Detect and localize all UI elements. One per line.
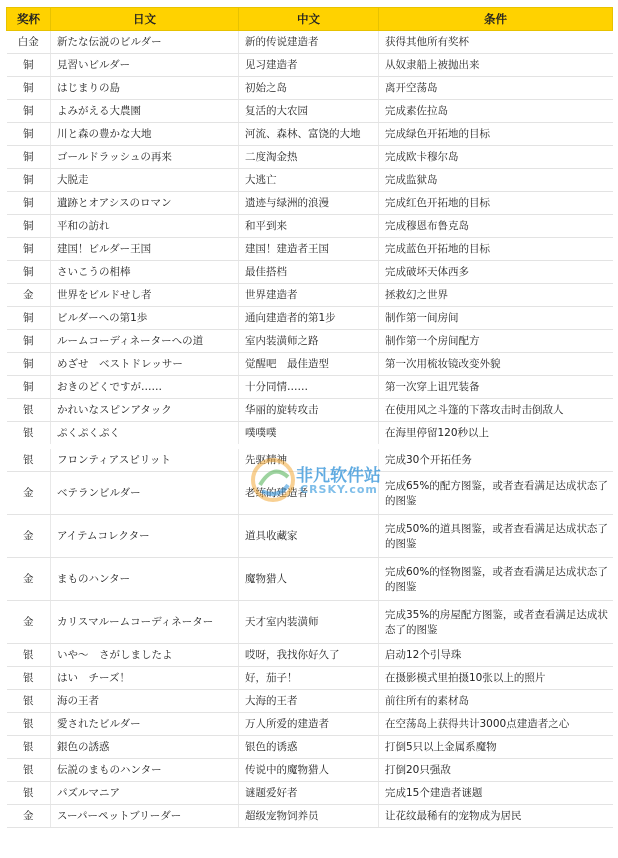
cell-jp: 伝説のまものハンター: [51, 759, 239, 782]
cell-cond: 完成15个建造者谜题: [379, 782, 613, 805]
cell-jp: 愛されたビルダー: [51, 713, 239, 736]
cell-cup: 银: [7, 644, 51, 667]
cell-cup: 金: [7, 472, 51, 515]
cell-cup: 银: [7, 690, 51, 713]
cell-cn: 复活的大农园: [239, 100, 379, 123]
table-row: [7, 330, 613, 353]
cell-cond: 完成破坏天体西多: [379, 261, 613, 284]
cell-cond: 完成欧卡穆尔岛: [379, 146, 613, 169]
table-row: [7, 284, 613, 307]
cell-cn: 大逃亡: [239, 169, 379, 192]
cell-cn: 道具收藏家: [239, 515, 379, 558]
cell-cn: 天才室内装潢师: [239, 601, 379, 644]
cell-cup: 银: [7, 713, 51, 736]
cell-cond: 拯救幻之世界: [379, 284, 613, 307]
cell-cond: 完成蓝色开拓地的目标: [379, 238, 613, 261]
cell-cup: 银: [7, 447, 51, 472]
cell-cup: 铜: [7, 330, 51, 353]
cell-cn: 魔物猎人: [239, 558, 379, 601]
cell-cn: 建国！建造者王国: [239, 238, 379, 261]
header-cup: 奖杯: [7, 8, 51, 31]
cell-cn: 万人所爱的建造者: [239, 713, 379, 736]
table-row: [7, 422, 613, 447]
watermark-title: 非凡软件站: [296, 466, 381, 486]
cell-cn: 华丽的旋转攻击: [239, 399, 379, 422]
table-row: [7, 169, 613, 192]
cell-jp: 海の王者: [51, 690, 239, 713]
cell-jp: まものハンター: [51, 558, 239, 601]
cell-cup: 铜: [7, 77, 51, 100]
table-row: [7, 100, 613, 123]
cell-cn: 世界建造者: [239, 284, 379, 307]
cell-cond: 完成红色开拓地的目标: [379, 192, 613, 215]
table-row: [7, 123, 613, 146]
cell-cond: 启动12个引导珠: [379, 644, 613, 667]
cell-cn: 通向建造者的第1步: [239, 307, 379, 330]
cell-cn: 遗迹与绿洲的浪漫: [239, 192, 379, 215]
header-row: [7, 8, 613, 31]
table-row: [7, 238, 613, 261]
cell-cup: 铜: [7, 238, 51, 261]
table-row: [7, 759, 613, 782]
cell-cup: 铜: [7, 353, 51, 376]
table-row: [7, 472, 613, 515]
table-row: [7, 376, 613, 399]
cell-cond: 完成35%的房屋配方图鉴，或者查看满足达成状态了的图鉴: [379, 601, 613, 644]
cell-cond: 完成绿色开拓地的目标: [379, 123, 613, 146]
cell-cn: 初始之岛: [239, 77, 379, 100]
cell-cn: 好，茄子！: [239, 667, 379, 690]
cell-cup: 银: [7, 736, 51, 759]
cell-jp: ゴールドラッシュの再来: [51, 146, 239, 169]
cell-cn: 河流、森林、富饶的大地: [239, 123, 379, 146]
table-row: [7, 353, 613, 376]
cell-cn: 最佳搭档: [239, 261, 379, 284]
cell-cond: 完成穆恩布鲁克岛: [379, 215, 613, 238]
cell-jp: 大脱走: [51, 169, 239, 192]
cell-jp: アイテムコレクター: [51, 515, 239, 558]
table-row: [7, 31, 613, 54]
cell-cup: 金: [7, 284, 51, 307]
cell-cond: 完成素佐拉岛: [379, 100, 613, 123]
table-row: [7, 215, 613, 238]
cell-cn: 谜题爱好者: [239, 782, 379, 805]
cell-cup: 银: [7, 667, 51, 690]
cell-cup: 铜: [7, 261, 51, 284]
cell-cond: 完成65%的配方图鉴，或者查看满足达成状态了的图鉴: [379, 472, 613, 515]
cell-jp: 銀色の誘惑: [51, 736, 239, 759]
table-row: [7, 601, 613, 644]
cell-cup: 铜: [7, 54, 51, 77]
table-row: [7, 736, 613, 759]
cell-cup: 银: [7, 782, 51, 805]
cell-jp: ベテランビルダー: [51, 472, 239, 515]
cell-jp: パズルマニア: [51, 782, 239, 805]
cell-cond: 从奴隶船上被抛出来: [379, 54, 613, 77]
cell-cond: 完成30个开拓任务: [379, 447, 613, 472]
cell-jp: 世界をビルドせし者: [51, 284, 239, 307]
cell-cond: 制作第一个房间配方: [379, 330, 613, 353]
cell-jp: スーパーペットブリーダー: [51, 805, 239, 828]
cell-cn: 室内装潢师之路: [239, 330, 379, 353]
cell-cn: 见习建造者: [239, 54, 379, 77]
table-row: [7, 805, 613, 828]
cell-cond: 打倒20只强敌: [379, 759, 613, 782]
cell-cup: 银: [7, 759, 51, 782]
cell-cup: 铜: [7, 169, 51, 192]
cell-cn: 二度淘金热: [239, 146, 379, 169]
cell-cup: 金: [7, 515, 51, 558]
cell-cond: 第一次穿上诅咒装备: [379, 376, 613, 399]
trophy-table: [6, 7, 613, 828]
cell-jp: 平和の訪れ: [51, 215, 239, 238]
cell-cond: 在空荡岛上获得共计3000点建造者之心: [379, 713, 613, 736]
cell-cn: 超级宠物饲养员: [239, 805, 379, 828]
cell-jp: はじまりの島: [51, 77, 239, 100]
table-row: [7, 515, 613, 558]
header-cn: 中文: [239, 8, 379, 31]
cell-cup: 铜: [7, 146, 51, 169]
cell-cond: 离开空荡岛: [379, 77, 613, 100]
table-row: [7, 77, 613, 100]
cell-jp: めざせ ベストドレッサー: [51, 353, 239, 376]
table-row: [7, 261, 613, 284]
cell-jp: おきのどくですが……: [51, 376, 239, 399]
cell-cn: 老练的建造者: [239, 472, 379, 515]
cell-cup: 银: [7, 399, 51, 422]
table-row: [7, 192, 613, 215]
cell-cup: 铜: [7, 215, 51, 238]
cell-jp: 新たな伝説のビルダー: [51, 31, 239, 54]
cell-cn: 哎呀，我找你好久了: [239, 644, 379, 667]
cell-cup: 铜: [7, 123, 51, 146]
table-row: [7, 690, 613, 713]
cell-jp: よみがえる大農園: [51, 100, 239, 123]
cell-cup: 金: [7, 805, 51, 828]
cell-jp: ビルダーへの第1歩: [51, 307, 239, 330]
cell-cn: 传说中的魔物猎人: [239, 759, 379, 782]
header-cond: 条件: [379, 8, 613, 31]
cell-cup: 白金: [7, 31, 51, 54]
table-row: [7, 667, 613, 690]
cell-cup: 铜: [7, 100, 51, 123]
cell-jp: 遺跡とオアシスのロマン: [51, 192, 239, 215]
cell-cn: 觉醒吧 最佳造型: [239, 353, 379, 376]
table-row: [7, 447, 613, 472]
cell-jp: ぷくぷくぷく: [51, 422, 239, 447]
cell-jp: カリスマルームコーディネーター: [51, 601, 239, 644]
cell-cond: 完成50%的道具图鉴，或者查看满足达成状态了的图鉴: [379, 515, 613, 558]
cell-cn: 先驱精神: [239, 447, 379, 472]
cell-jp: さいこうの相棒: [51, 261, 239, 284]
table-row: [7, 782, 613, 805]
table-row: [7, 644, 613, 667]
cell-cond: 在使用风之斗篷的下落攻击时击倒敌人: [379, 399, 613, 422]
cell-cup: 铜: [7, 376, 51, 399]
cell-jp: フロンティアスピリット: [51, 447, 239, 472]
cell-cond: 打倒5只以上金属系魔物: [379, 736, 613, 759]
cell-cn: 和平到来: [239, 215, 379, 238]
cell-cup: 铜: [7, 307, 51, 330]
cell-cn: 十分同情……: [239, 376, 379, 399]
cell-cond: 在海里停留120秒以上: [379, 422, 613, 447]
cell-cn: 大海的王者: [239, 690, 379, 713]
cell-jp: かれいなスピンアタック: [51, 399, 239, 422]
cell-cond: 让花纹最稀有的宠物成为居民: [379, 805, 613, 828]
cell-jp: 建国！ビルダー王国: [51, 238, 239, 261]
cell-cond: 制作第一间房间: [379, 307, 613, 330]
cell-cond: 完成监狱岛: [379, 169, 613, 192]
cell-cond: 前往所有的素材岛: [379, 690, 613, 713]
table-row: [7, 146, 613, 169]
cell-jp: 川と森の豊かな大地: [51, 123, 239, 146]
cell-cup: 金: [7, 601, 51, 644]
table-row: [7, 558, 613, 601]
cell-cn: 噗噗噗: [239, 422, 379, 447]
cell-cn: 银色的诱惑: [239, 736, 379, 759]
cell-jp: 見習いビルダー: [51, 54, 239, 77]
cell-cup: 银: [7, 422, 51, 447]
cell-cond: 第一次用梳妆镜改变外貌: [379, 353, 613, 376]
cell-jp: ルームコーディネーターへの道: [51, 330, 239, 353]
cell-jp: はい チーズ！: [51, 667, 239, 690]
table-row: [7, 399, 613, 422]
cell-cup: 铜: [7, 192, 51, 215]
header-jp: 日文: [51, 8, 239, 31]
table-row: [7, 713, 613, 736]
cell-cond: 获得其他所有奖杯: [379, 31, 613, 54]
cell-cond: 完成60%的怪物图鉴，或者查看满足达成状态了的图鉴: [379, 558, 613, 601]
watermark-subtitle: CRSKY.com: [300, 483, 378, 496]
cell-cup: 金: [7, 558, 51, 601]
table-row: [7, 307, 613, 330]
cell-jp: いや〜 さがしましたよ: [51, 644, 239, 667]
cell-cn: 新的传说建造者: [239, 31, 379, 54]
cell-cond: 在摄影模式里拍摄10张以上的照片: [379, 667, 613, 690]
table-row: [7, 54, 613, 77]
